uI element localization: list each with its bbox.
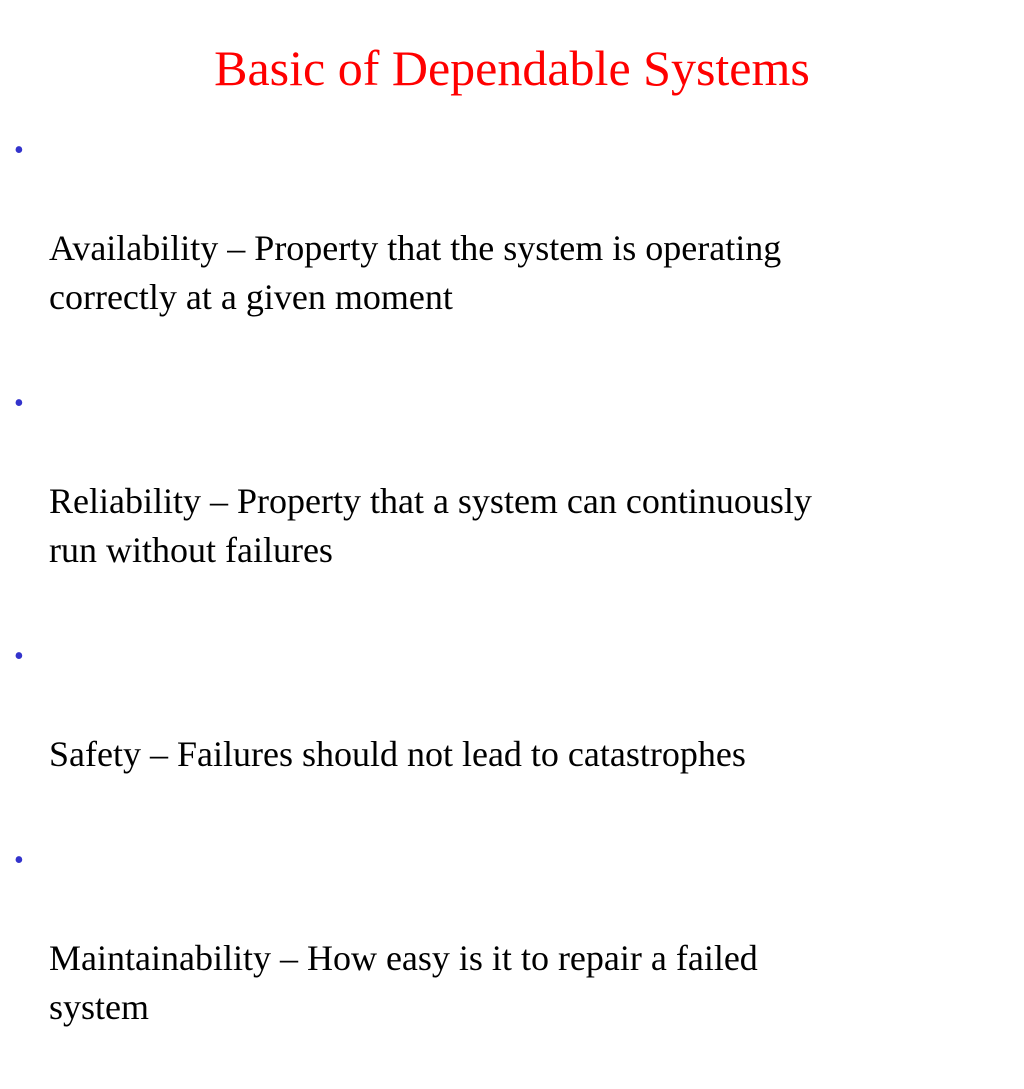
bullet-list <box>0 126 1024 1089</box>
bullet-icon: • <box>14 135 24 166</box>
bullet-icon: • <box>14 641 24 672</box>
bullet-item-safety <box>0 632 1024 828</box>
bullet-text: Safety – Failures should not lead to catastrophes <box>49 734 746 774</box>
slide-title: Basic of Dependable Systems <box>214 40 810 96</box>
bullet-item-maintainability <box>0 836 1024 1081</box>
bullet-item-availability <box>0 126 1024 371</box>
bullet-icon: • <box>14 845 24 876</box>
bullet-text: Reliability – Property that a system can continuously run without failures <box>49 481 812 570</box>
bullet-text: Maintainability – How easy is it to repair a failed system <box>49 938 758 1027</box>
bullet-item-reliability <box>0 379 1024 624</box>
bullet-text: Availability – Property that the system is operating correctly at a given moment <box>49 228 782 317</box>
bullet-icon: • <box>14 388 24 419</box>
